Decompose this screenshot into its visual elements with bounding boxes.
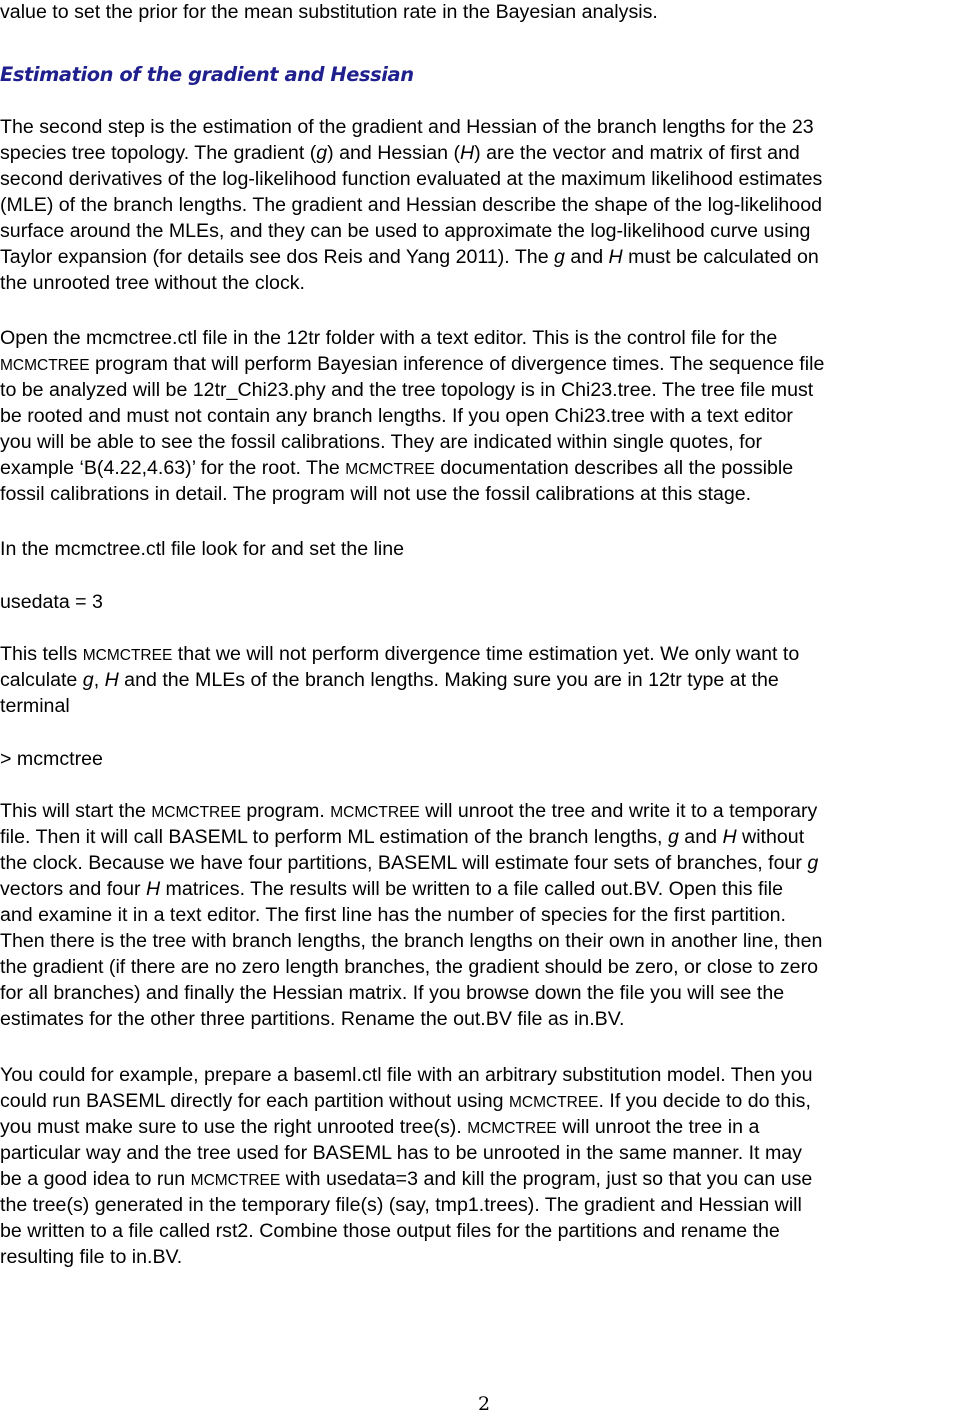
paragraph-intro-tail: [0, 0, 972, 25]
text-line: resulting file to in.BV.: [0, 1246, 183, 1268]
text-line: the gradient (if there are no zero length branches, the gradient should be zero, or close to zero: [0, 956, 818, 978]
code-command: [0, 746, 972, 772]
text-line: usedata = 3: [0, 591, 103, 613]
text-line: be written to a file called rst2. Combine those output files for the partitions and rename the: [0, 1220, 780, 1242]
text-line: the unrooted tree without the clock.: [0, 272, 305, 294]
section-heading: Estimation of the gradient and Hessian: [0, 63, 414, 86]
text-line: file. Then it will call BASEML to perform ML estimation of the branch lengths, g and H without: [0, 826, 805, 848]
paragraph-usedata-explain: [0, 641, 972, 719]
text-line: vectors and four H matrices. The results will be written to a file called out.BV. Open this file: [0, 878, 784, 900]
text-line: This tells MCMCTREE that we will not perform divergence time estimation yet. We only want to: [0, 643, 800, 665]
text-line: and examine it in a text editor. The first line has the number of species for the first partition.: [0, 904, 786, 926]
text-line: you will be able to see the fossil calibrations. They are indicated within single quotes, for: [0, 431, 763, 453]
text-line: fossil calibrations in detail. The program will not use the fossil calibrations at this stage.: [0, 483, 752, 505]
text-line: for all branches) and finally the Hessian matrix. If you browse down the file you will see the: [0, 982, 785, 1004]
text-line: In the mcmctree.ctl file look for and set the line: [0, 538, 405, 560]
text-line: This will start the MCMCTREE program. MCMCTREE will unroot the tree and write it to a temporary: [0, 800, 818, 822]
paragraph-control-file: [0, 325, 972, 507]
text-line: You could for example, prepare a baseml.ctl file with an arbitrary substitution model. Then you: [0, 1064, 813, 1086]
text-line: be rooted and must not contain any branch lengths. If you open Chi23.tree with a text editor: [0, 405, 793, 427]
paragraph-set-line: [0, 536, 972, 562]
text-line: be a good idea to run MCMCTREE with usedata=3 and kill the program, just so that you can use: [0, 1168, 813, 1190]
text-line: The second step is the estimation of the gradient and Hessian of the branch lengths for the 23: [0, 116, 814, 138]
text-line: particular way and the tree used for BASEML has to be unrooted in the same manner. It may: [0, 1142, 802, 1164]
text-line: terminal: [0, 695, 70, 717]
text-line: Open the mcmctree.ctl file in the 12tr folder with a text editor. This is the control file for the: [0, 327, 778, 349]
text-line: value to set the prior for the mean substitution rate in the Bayesian analysis.: [0, 1, 658, 23]
text-line: the clock. Because we have four partitions, BASEML will estimate four sets of branches, four g: [0, 852, 819, 874]
code-usedata: [0, 589, 972, 615]
text-line: > mcmctree: [0, 748, 103, 770]
text-line: you must make sure to use the right unrooted tree(s). MCMCTREE will unroot the tree in a: [0, 1116, 760, 1138]
paragraph-run-output: [0, 798, 972, 1032]
text-line: surface around the MLEs, and they can be used to approximate the log-likelihood curve using: [0, 220, 811, 242]
text-line: Taylor expansion (for details see dos Reis and Yang 2011). The g and H must be calculated on: [0, 246, 819, 268]
text-line: MCMCTREE program that will perform Bayesian inference of divergence times. The sequence file: [0, 353, 825, 375]
paragraph-gradient-intro: [0, 114, 972, 296]
text-line: calculate g, H and the MLEs of the branch lengths. Making sure you are in 12tr type at the: [0, 669, 779, 691]
text-line: could run BASEML directly for each partition without using MCMCTREE. If you decide to do this,: [0, 1090, 811, 1112]
text-line: example ‘B(4.22,4.63)’ for the root. The MCMCTREE documentation describes all the possible: [0, 457, 794, 479]
text-line: second derivatives of the log-likelihood function evaluated at the maximum likelihood estimates: [0, 168, 823, 190]
text-line: the tree(s) generated in the temporary file(s) (say, tmp1.trees). The gradient and Hessian will: [0, 1194, 802, 1216]
paragraph-baseml-alternative: [0, 1062, 972, 1270]
text-line: (MLE) of the branch lengths. The gradient and Hessian describe the shape of the log-likelihood: [0, 194, 822, 216]
text-line: species tree topology. The gradient (g) and Hessian (H) are the vector and matrix of first and: [0, 142, 800, 164]
page-number: 2: [478, 1393, 491, 1415]
text-line: to be analyzed will be 12tr_Chi23.phy and the tree topology is in Chi23.tree. The tree file must: [0, 379, 814, 401]
text-line: Then there is the tree with branch lengths, the branch lengths on their own in another line, then: [0, 930, 823, 952]
text-line: estimates for the other three partitions. Rename the out.BV file as in.BV.: [0, 1008, 625, 1030]
